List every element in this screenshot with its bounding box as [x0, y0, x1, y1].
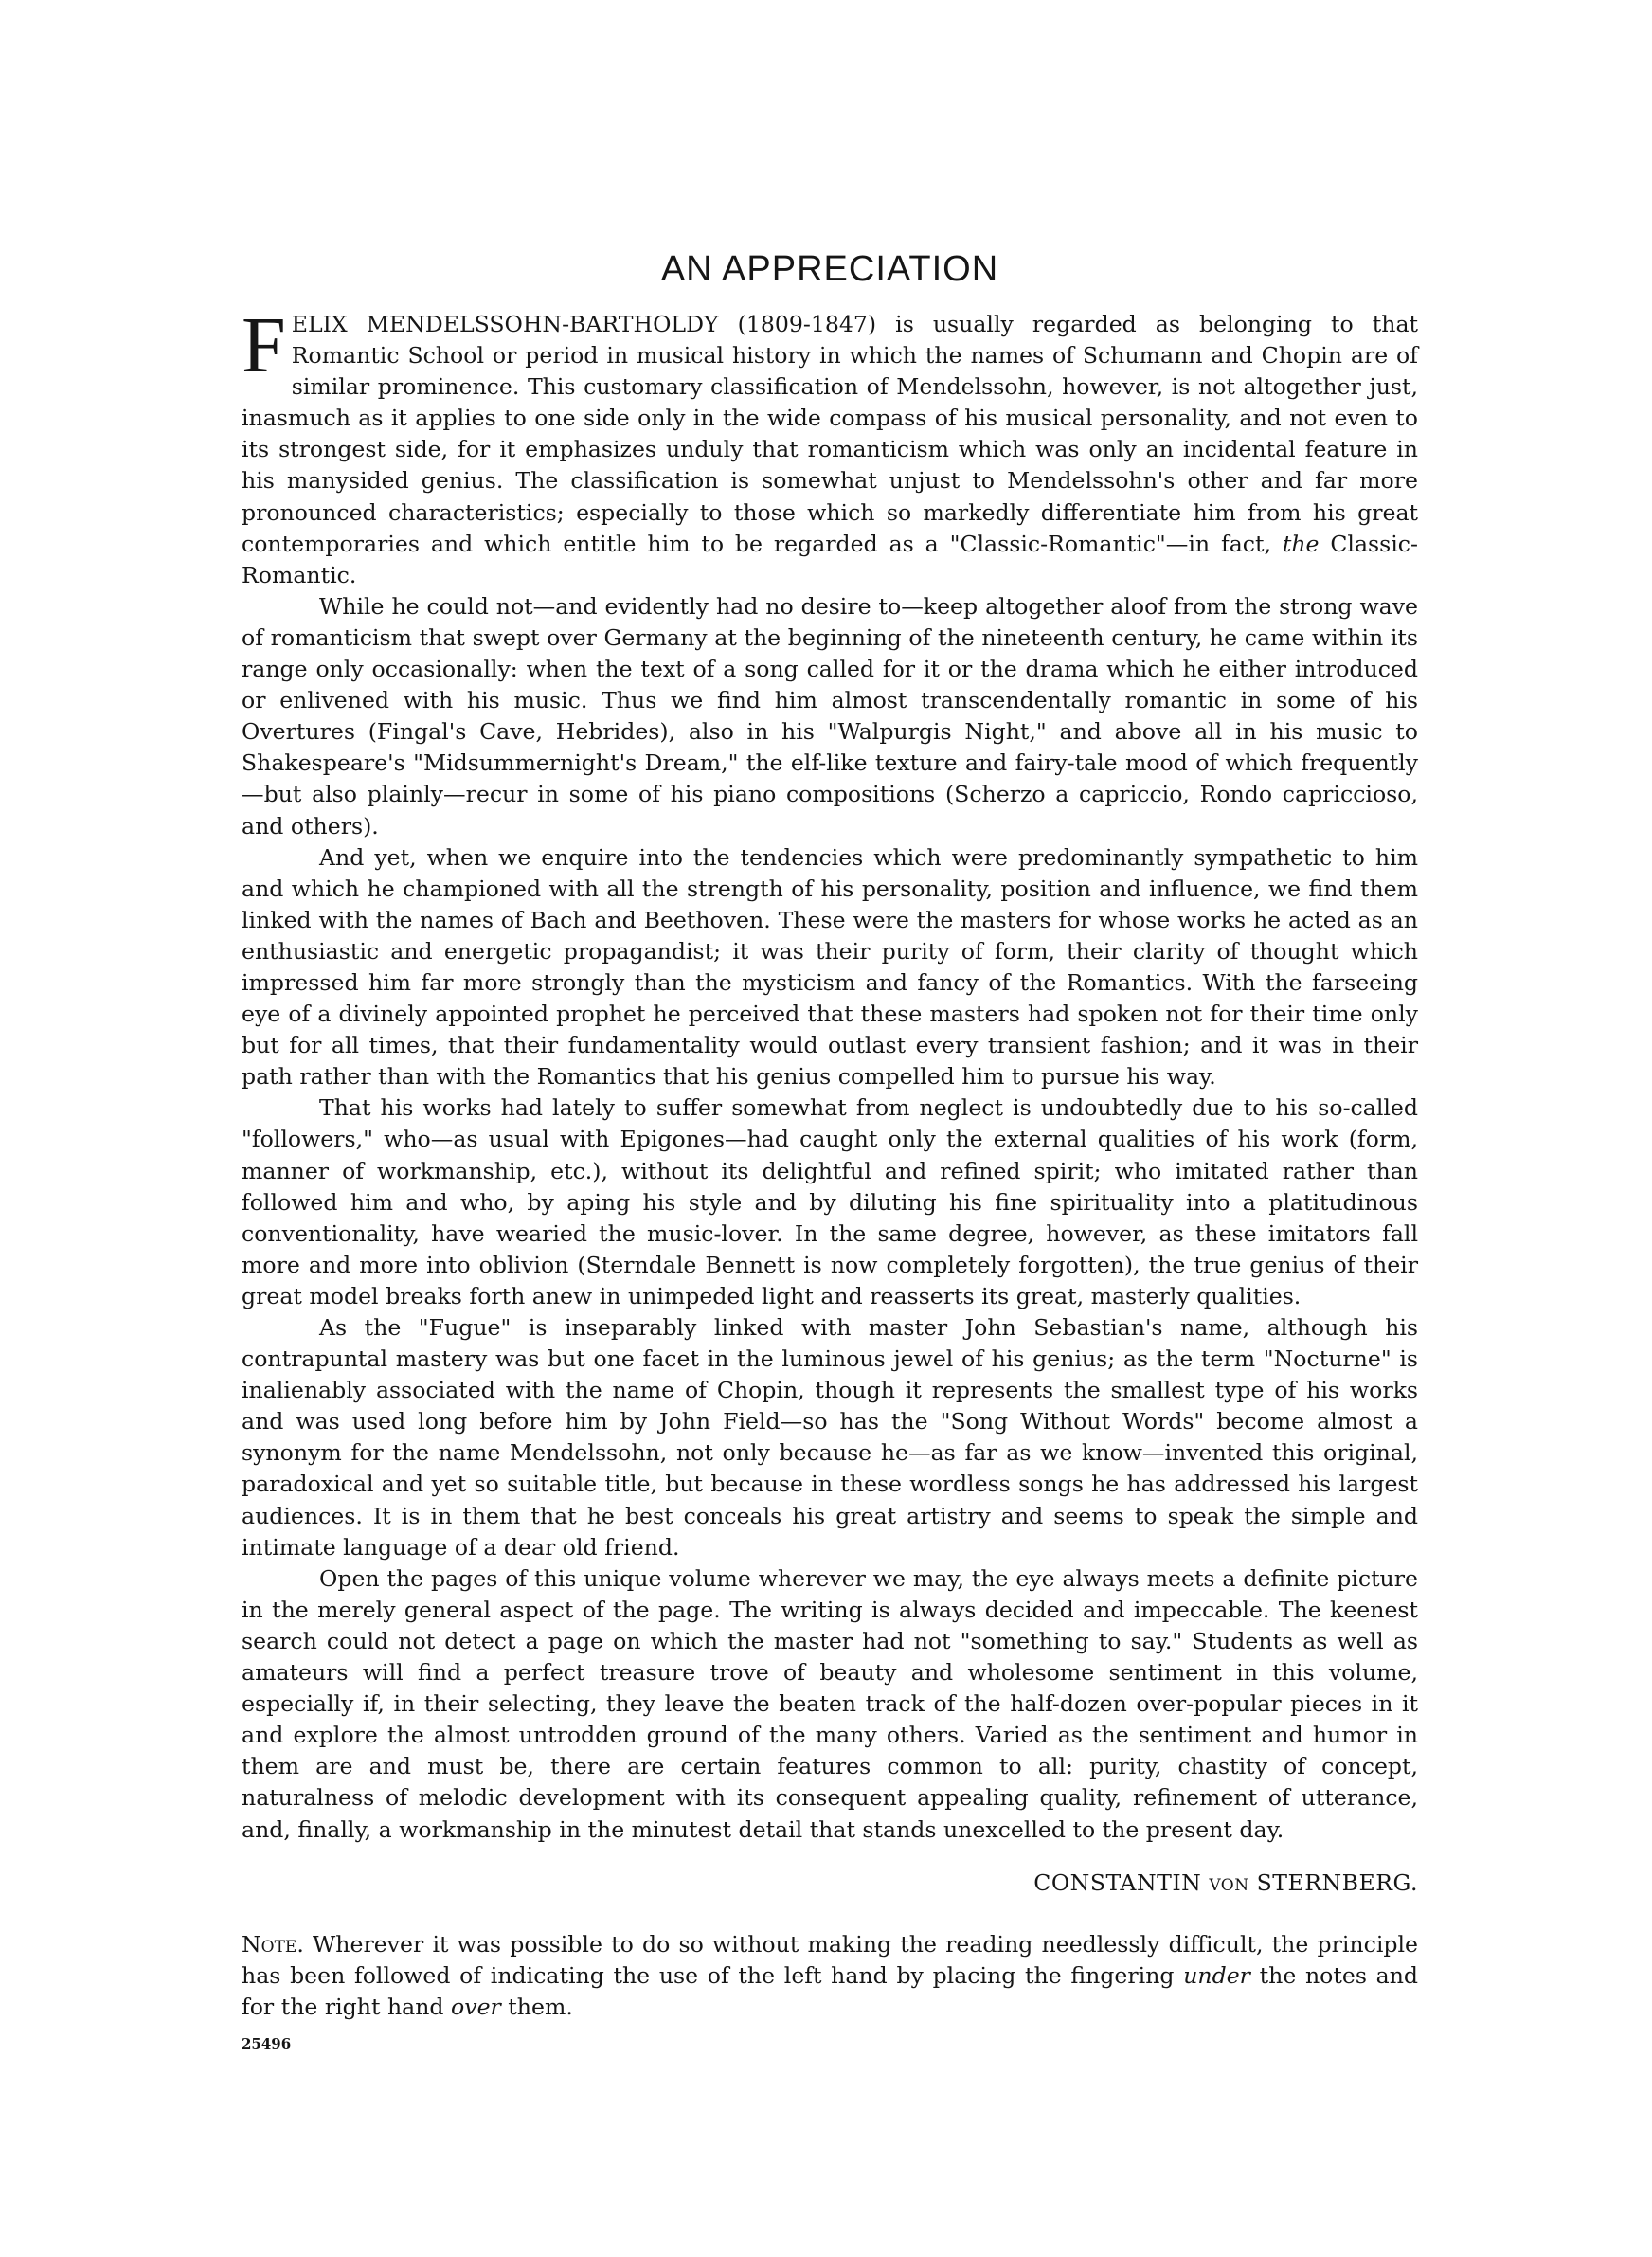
paragraph-1-italic: the — [1282, 530, 1320, 557]
signature-particle: von — [1209, 1869, 1249, 1896]
paragraph-1-text: ELIX MENDELSSOHN-BARTHOLDY (1809-1847) is usually regarded as belonging to that Romantic School or period in musical history in which the names of Schumann and Chopin are of similar prominence. This customary classification of Mendelssohn, however, is not altogether just, inasmuch as it applies to one side only in the wide compass of his musical personality, and not even to its strongest side, for it emphasizes unduly that romanticism which was only an incidental feature in his manysided genius. The classification is somewhat unjust to Mendelssohn's other and far more pronounced characteristics; especially to those which so markedly differentiate him from his great contemporaries and which entitle him to be regarded as a "Classic-Romantic"—in fact, — [242, 311, 1418, 557]
paragraph-3: And yet, when we enquire into the tendencies which were predominantly sympathetic to him and which he championed with all the strength of his personality, position and influence, we find them linked with the names of Bach and Beethoven. These were the masters for whose works he acted as an enthusiastic and energetic propagandist; it was their purity of form, their clarity of thought which impressed him far more strongly than the mysticism and fancy of the Romantics. With the farseeing eye of a divinely appointed prophet he perceived that these masters had spoken not for their time only but for all times, that their fundamentality would outlast every transient fashion; and it was in their path rather than with the Romantics that his genius compelled him to pursue his way. — [242, 843, 1418, 1091]
paragraph-5: As the "Fugue" is inseparably linked with master John Sebastian's name, although his contrapuntal mastery was but one facet in the luminous jewel of his genius; as the term "Nocturne" is inalienably associated with the name of Chopin, though it represents the smallest type of his works and was used long before him by John Field—so has the "Song Without Words" become almost a synonym for the name Mendelssohn, not only because he—as far as we know—invented this original, paradoxical and yet so suitable title, but because in these wordless songs he has addressed his largest audiences. It is in them that he best conceals his great artistry and seems to speak the simple and intimate language of a dear old friend. — [242, 1314, 1418, 1561]
document-page — [242, 248, 1418, 2053]
paragraph-6: Open the pages of this unique volume wherever we may, the eye always meets a definite picture in the merely general aspect of the page. The writing is always decided and impeccable. The keenest search could not detect a page on which the master had not "something to say." Students as well as amateurs will find a perfect treasure trove of beauty and wholesome sentiment in this volume, especially if, in their selecting, they leave the beaten track of the half-dozen over-popular pieces in it and explore the almost untrodden ground of the many others. Varied as the sentiment and humor in them are and must be, there are certain features common to all: purity, chastity of concept, naturalness of melodic development with its consequent appealing quality, refinement of utterance, and, finally, a workmanship in the minutest detail that stands unexcelled to the present day. — [242, 1564, 1418, 1843]
signature-last: STERNBERG. — [1256, 1869, 1418, 1896]
page-title: AN APPRECIATION — [660, 249, 999, 289]
paragraph-4: That his works had lately to suffer somewhat from neglect is undoubtedly due to his so-called "followers," who—as usual with Epigones—had caught only the external qualities of his work (form, manner of workmanship, etc.), without its delightful and refined spirit; who imitated rather than followed him and who, by aping his style and by diluting his fine spirituality into a platitudinous conventionality, have wearied the music-lover. In the same degree, however, as these imitators fall more and more into oblivion (Sterndale Bennett is now completely forgotten), the true genius of their great model breaks forth anew in unimpeded light and reasserts its great, masterly qualities. — [242, 1094, 1418, 1309]
note-label: Note. — [242, 1930, 304, 1958]
note-text-b: the notes and for the right hand — [242, 1961, 1418, 2020]
plate-number: 25496 — [242, 2034, 292, 2052]
paragraph-1-end: Classic-Romantic. — [242, 530, 1418, 588]
paragraph-2: While he could not—and evidently had no desire to—keep altogether aloof from the strong wave of romanticism that swept over Germany at the beginning of the nineteenth century, he came within its range only occasionally: when the text of a song called for it or the drama which he either introduced or enlivened with his music. Thus we find him almost transcendentally romantic in some of his Overtures (Fingal's Cave, Hebrides), also in his "Walpurgis Night," and above all in his music to Shakespeare's "Midsummernight's Dream," the elf-like texture and fairy-tale mood of which frequently—but also plainly—recur in some of his piano compositions (Scherzo a capriccio, Rondo capriccioso, and others). — [242, 592, 1418, 840]
fingering-note — [242, 1929, 1418, 2023]
drop-cap: F — [242, 301, 286, 389]
note-italic-under: under — [1183, 1961, 1250, 1989]
note-italic-over: over — [451, 1993, 501, 2020]
essay-body — [242, 301, 1418, 1846]
paragraph-1 — [242, 301, 1418, 591]
author-signature — [242, 1867, 1418, 1899]
note-text-c: them. — [500, 1993, 573, 2020]
signature-first: CONSTANTIN — [1033, 1869, 1202, 1896]
note-text-a: Wherever it was possible to do so without making the reading needlessly difficult, the principle has been followed of indicating the use of the left hand by placing the fingering — [242, 1930, 1418, 1989]
